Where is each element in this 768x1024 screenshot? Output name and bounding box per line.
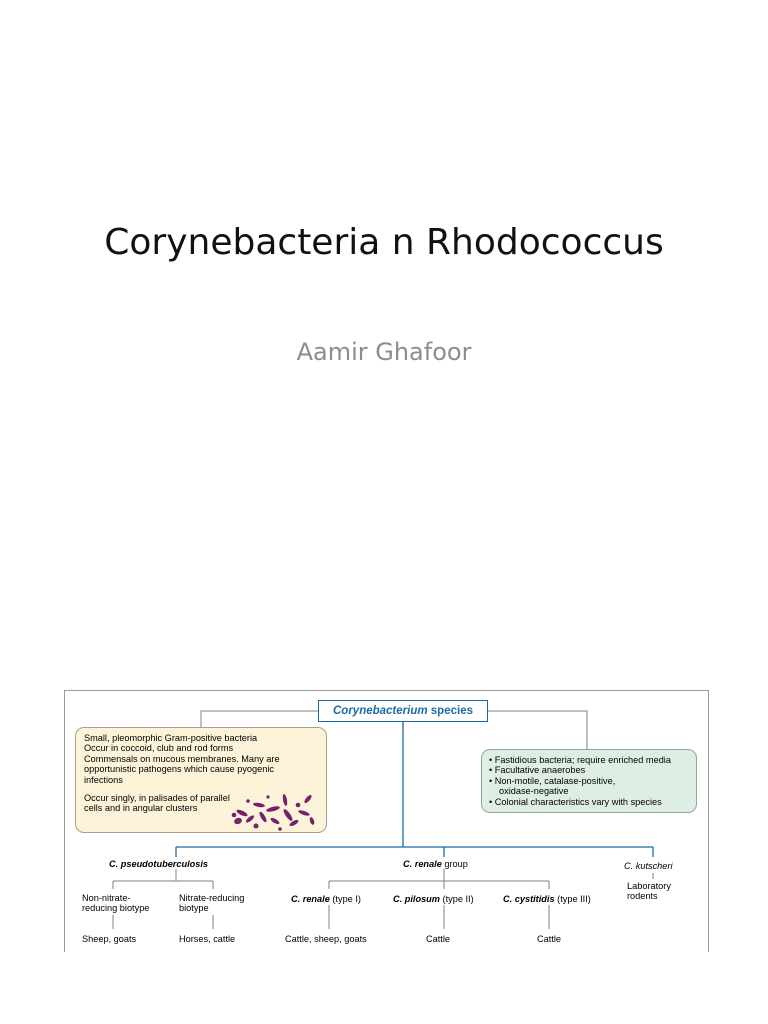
feature-line: Occur in coccoid, club and rod forms [84, 743, 234, 754]
feature-line: Commensals on mucous membranes. Many are [84, 753, 280, 764]
leaf-line: reducing biotype [82, 903, 150, 914]
branch-kutscheri: C. kutscheri [624, 861, 673, 871]
leaf-laboratory-rodents [627, 881, 671, 902]
properties-box [481, 749, 697, 813]
property-item: • Fastidious bacteria; require enriched media [489, 755, 671, 765]
leaf-nitrate-biotype [179, 893, 244, 914]
leaf-c-pilosum [393, 894, 474, 904]
branch-renale-group [403, 859, 468, 869]
renale-group-suffix: group [441, 859, 468, 869]
leaf-species-name: C. renale [291, 894, 330, 904]
host-cattle-sheep-goats: Cattle, sheep, goats [285, 934, 367, 944]
branch-pseudotuberculosis: C. pseudotuberculosis [109, 859, 209, 869]
host-cattle: Cattle [426, 934, 451, 944]
classification-figure [64, 690, 709, 952]
property-item: • Facultative anaerobes [489, 765, 586, 776]
bacteria-illustration [228, 791, 320, 831]
root-box-corynebacterium [318, 700, 488, 722]
renale-group-name: C. renale [403, 859, 442, 869]
host-sheep-goats: Sheep, goats [82, 934, 137, 944]
leaf-type: (type I) [329, 894, 361, 904]
leaf-species-name: C. cystitidis [503, 894, 555, 904]
feature-line: cells and in angular clusters [84, 803, 198, 814]
feature-line: Occur singly, in palisades of parallel [84, 793, 230, 804]
leaf-species-name: C. pilosum [393, 894, 440, 904]
leaf-c-cystitidis [503, 894, 591, 904]
host-horses-cattle: Horses, cattle [179, 934, 236, 944]
root-genus: Corynebacterium [333, 705, 428, 717]
leaf-non-nitrate-biotype [82, 893, 149, 914]
property-item: oxidase-negative [499, 786, 569, 797]
feature-line: Small, pleomorphic Gram-positive bacteria [84, 733, 258, 743]
leaf-type: (type II) [439, 894, 474, 904]
slide-subtitle: Aamir Ghafoor [296, 338, 472, 366]
feature-line: opportunistic pathogens which cause pyogenic [84, 764, 274, 775]
leaf-line: Laboratory [627, 881, 671, 891]
root-suffix: species [427, 705, 473, 717]
slide-title: Corynebacteria n Rhodococcus [104, 222, 664, 263]
host-cattle: Cattle [537, 934, 562, 944]
feature-line: infections [84, 774, 123, 785]
leaf-line: Nitrate-reducing [179, 893, 245, 903]
leaf-line: rodents [627, 891, 658, 902]
leaf-line: Non-nitrate- [82, 893, 131, 903]
property-item: • Non-motile, catalase-positive, [489, 775, 616, 786]
leaf-type: (type III) [554, 894, 591, 904]
leaf-line: biotype [179, 903, 209, 914]
property-item: • Colonial characteristics vary with species [489, 796, 662, 807]
leaf-c-renale [291, 894, 361, 904]
